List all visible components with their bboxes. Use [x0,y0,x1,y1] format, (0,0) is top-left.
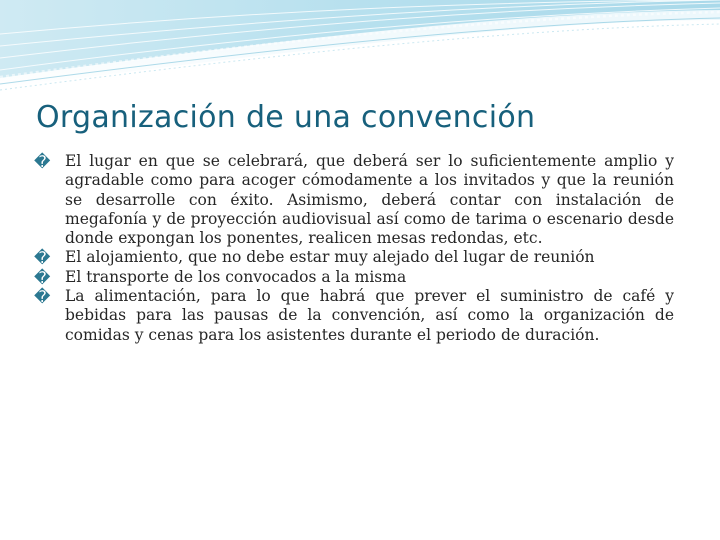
slide-title: Organización de una convención [36,100,536,135]
bullet-text: El alojamiento, que no debe estar muy alejado del lugar de reunión [65,248,595,267]
square-bullet-icon: � [34,267,51,287]
bullet-text: El lugar en que se celebrará, que deberá ser lo suficientemente amplio y agradable como para acoger cómodamente a los invitados y que la reunión se desarrolle con éxito. Asimismo, deberá contar con instalación de megafonía y de proyección audiovisual así como de tarima o escenario desde donde expongan los ponentes, realicen mesas redondas, etc. [65,152,674,248]
bullet-item-venue [34,152,674,248]
header-wave-decoration [0,0,720,95]
header-wave-graphic [0,0,720,95]
square-bullet-icon: � [34,287,51,307]
square-bullet-icon: � [34,248,51,268]
square-bullet-icon: � [34,152,51,171]
bullet-item-food [34,287,674,345]
bullet-item-transport [34,268,674,287]
bullet-list [34,152,674,345]
bullet-text: La alimentación, para lo que habrá que prever el suministro de café y bebidas para las pausas de la convención, así como la organización de comidas y cenas para los asistentes durante el periodo de duración. [65,287,674,344]
bullet-item-lodging [34,248,674,267]
bullet-text: El transporte de los convocados a la misma [65,267,407,286]
